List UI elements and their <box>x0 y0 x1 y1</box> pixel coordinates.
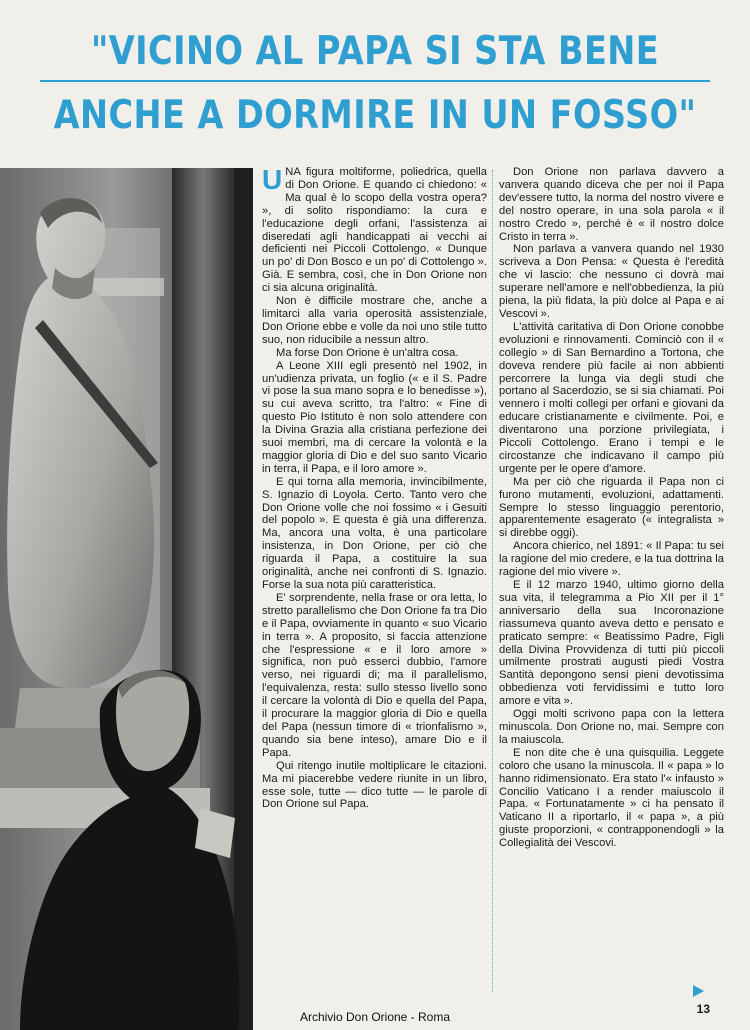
paragraph: Ma per ciò che riguarda il Papa non ci furono mutamenti, evoluzioni, adattamenti. Sempre lo stesso linguaggio perentorio, apparentemente esagerato (« integralista » si direbbe oggi). <box>499 475 724 540</box>
article-column-1 <box>262 166 487 811</box>
paragraph: Oggi molti scrivono papa con la lettera minuscola. Don Orione no, mai. Sempre con la maiuscola. <box>499 708 724 746</box>
paragraph: Non è difficile mostrare che, anche a limitarci alla varia operosità assistenziale, Don Orione ebbe e volle da noi uno stile tutto suo, non riducibile a nessun altro. <box>262 295 487 346</box>
headline-line-2: ANCHE A DORMIRE IN UN FOSSO" <box>53 93 697 138</box>
archive-caption: Archivio Don Orione - Roma <box>299 1010 451 1024</box>
paragraph: L'attività caritativa di Don Orione conobbe evoluzioni e rinnovamenti. Cominciò con il « collegio » di San Bernardino a Tortona, che doveva rendere più facile ai non abbienti percorrere la lunga via degli studi che portano al Sacerdozio, se si sia chiamati. Poi vennero i molti collegi per orfani e giovani da educare cristianamente e civilmente. Poi, e diventarono una porzione privilegiata, i Piccoli Cottolengo. Erano i tempi e le circostanze che indicavano il campo più urgente per le opere d'amore. <box>499 320 724 475</box>
headline-rule <box>40 80 710 82</box>
photo-statue-and-don-orione <box>0 168 253 1030</box>
article-column-2 <box>499 166 724 850</box>
paragraph: E' sorprendente, nella frase or ora letta, lo stretto parallelismo che Don Orione fa tra Dio e il Papa, ovviamente in quanto « suo Vicario in terra ». A proposito, si faccia attenzione che l'espressione « e il loro amore » significa, non può esserci dubbio, l'amore verso, nei riguardi di; ma il parallelismo, l'equivalenza, resta: sullo stesso livello sono il cercare la volontà di Dio e quella del Papa, il procurare la maggior gloria di Dio e quella del Papa (nessun timore di « trionfalismo », quando sia bene inteso), amare Dio e il Papa. <box>262 591 487 759</box>
paragraph <box>262 166 487 295</box>
paragraph: Qui ritengo inutile moltiplicare le citazioni. Ma mi piacerebbe vedere riunite in un libro, esse sole, tutte — dico tutte — le parole di Don Orione sul Papa. <box>262 759 487 811</box>
paragraph-text: NA figura moltiforme, poliedrica, quella di Don Orione. E quando ci chiedono: « Ma qual è lo scopo della vostra opera? », di solito rispondiamo: la cura e l'educazione degli orfani, l'assistenza ai diseredati agli handicappati ai vecchi ai deficienti nei Piccoli Cottolengo. « Dunque un po' di Don Bosco e un po' di Cottolengo ». Già. E sembra, così, che in Don Orione non ci sia alcuna originalità. <box>262 166 487 295</box>
paragraph: E qui torna alla memoria, invincibilmente, S. Ignazio di Loyola. Certo. Tanto vero che Don Orione volle che noi fossimo « i Gesuiti del popolo ». E questa è già una differenza. Ma, ancora una volta, è una particolare insistenza, in Don Orione, per ciò che riguarda il Papa, a costituire la sua originalità, anche nei confronti di S. Ignazio. Forse la sua nota più caratteristica. <box>262 475 487 591</box>
paragraph: E non dite che è una quisquilia. Leggete coloro che usano la minuscola. Il « papa » lo hanno ridimensionato. Era stato l'« infausto » Concilio Vaticano I a render maiuscolo il Papa. « Fortunatamente » ci ha pensato il Vaticano II a riportarlo, il « papa », a più giuste proporzioni, « contrapponendogli » la Collegialità dei Vescovi. <box>499 746 724 850</box>
continue-arrow-icon <box>693 985 704 997</box>
page-number: 13 <box>696 1002 710 1016</box>
paragraph: E il 12 marzo 1940, ultimo giorno della sua vita, il telegramma a Pio XII per il 1° anniversario della sua Incoronazione riassumeva quanto aveva detto e pensato e praticato sempre: « Beatissimo Padre, Figli della Divina Provvidenza di tutti più piccoli umilmente prostrati augusti piedi Vostra Santità depongono sensi pieni devotissima obbedienza voti fervidissimi e tutto loro amore e vita ». <box>499 579 724 708</box>
drop-cap: U <box>262 164 283 195</box>
headline-line-1: "VICINO AL PAPA SI STA BENE <box>90 29 660 74</box>
paragraph: Ma forse Don Orione è un'altra cosa. <box>276 346 459 359</box>
paragraph: Don Orione non parlava davvero a vanvera quando diceva che per noi il Papa dev'essere tutto, la norma del nostro vivere e del nostro operare, in una sola parola « il nostro Credo », perché è « il nostro dolce Cristo in terra ». <box>499 166 724 243</box>
column-divider <box>492 170 493 992</box>
paragraph: Ancora chierico, nel 1891: « Il Papa: tu sei la ragione del mio credere, e la tua dottrina la ragione del mio vivere ». <box>499 540 724 579</box>
paragraph: Non parlava a vanvera quando nel 1930 scriveva a Don Pensa: « Questa è l'eredità che vi lascio: che nessuno ci dovrà mai superare nell'amore e nell'obbedienza, la più piena, la più fidata, la più dolce al Papa e ai Vescovi ». <box>499 243 724 320</box>
paragraph: A Leone XIII egli presentò nel 1902, in un'udienza privata, un foglio (« e il S. Padre vi pose la sua mano sopra e lo benedisse »), su cui aveva scritto, tra l'altro: « Fine di questo Pio Istituto è non solo attendere con la Divina Grazia alla cristiana perfezione dei suoi membri, ma di cercare la volontà e la maggior gloria di Dio e del suo santo Vicario in terra, il Papa, e il loro amore ». <box>262 359 487 475</box>
